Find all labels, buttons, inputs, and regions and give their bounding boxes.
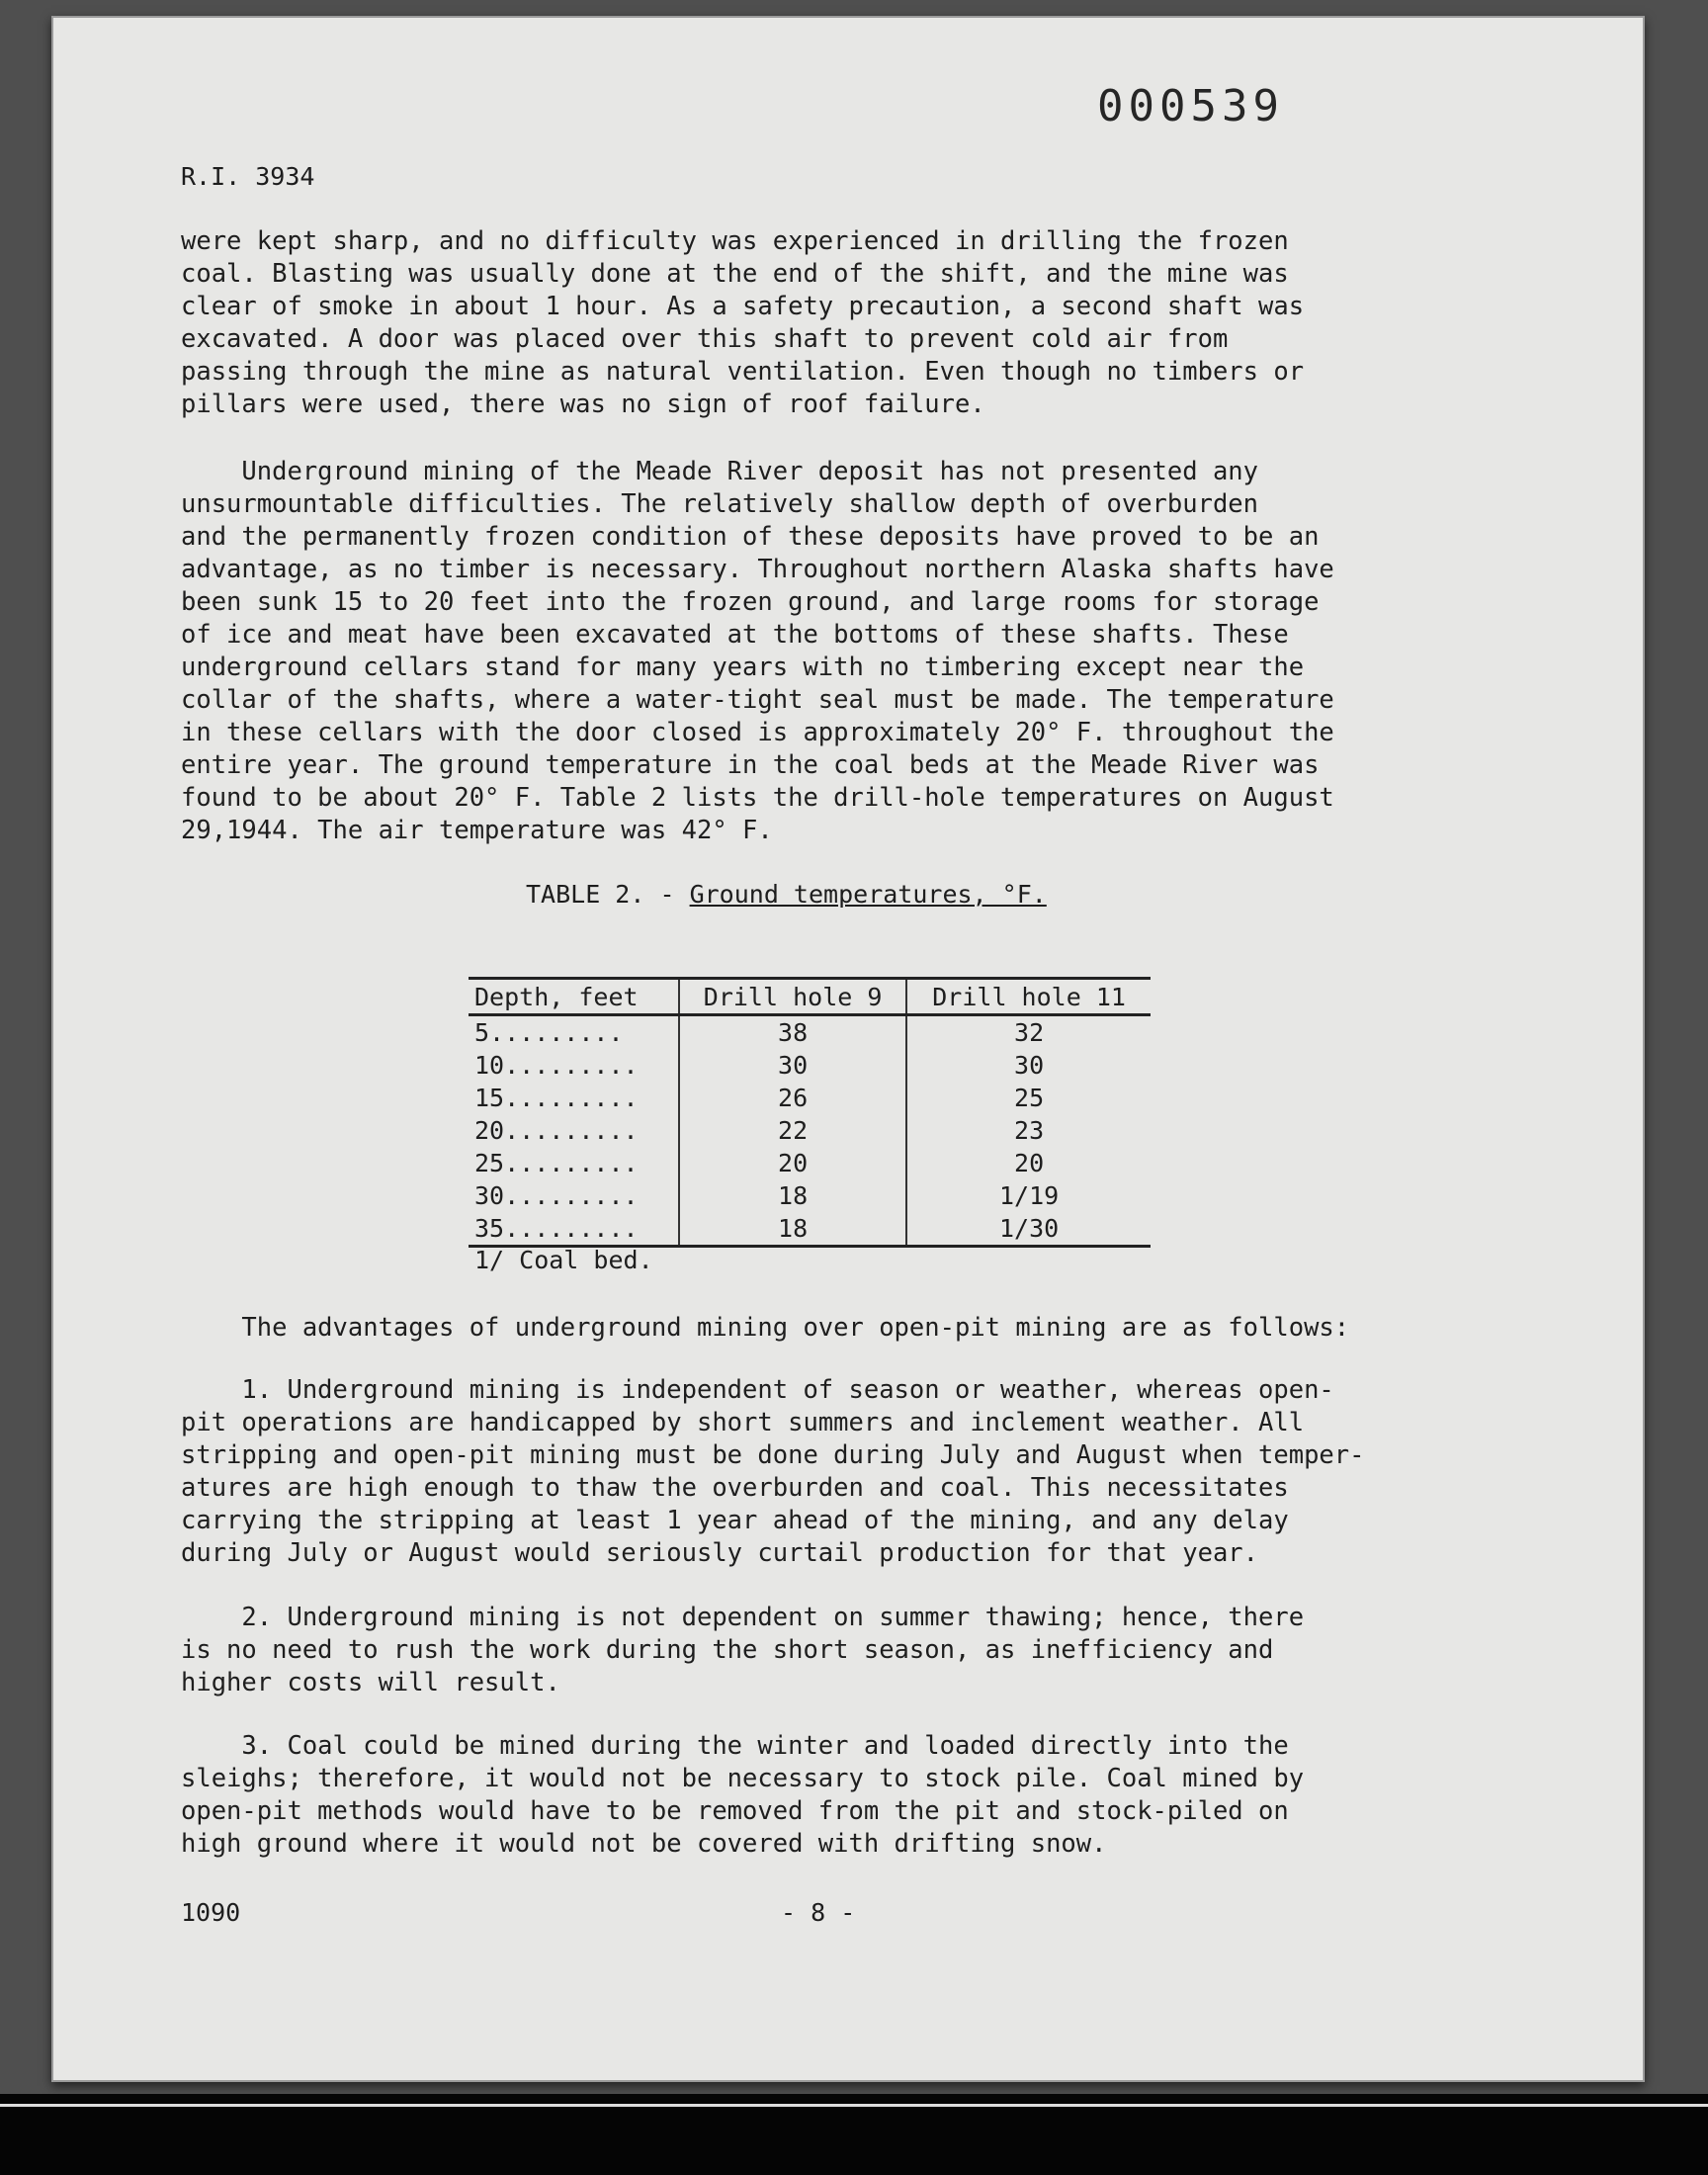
text-line: found to be about 20° F. Table 2 lists the drill-hole temperatures on August bbox=[181, 783, 1334, 813]
text-line: passing through the mine as natural ventilation. Even though no timbers or bbox=[181, 357, 1305, 387]
drill-hole-11-cell: 25 bbox=[1014, 1084, 1045, 1112]
text-line: underground cellars stand for many years with no timbering except near the bbox=[181, 652, 1305, 682]
table-title-main: Ground temperatures, °F. bbox=[689, 880, 1047, 909]
drill-hole-9-cell: 22 bbox=[679, 1114, 906, 1147]
text-line: Underground mining of the Meade River deposit has not presented any bbox=[181, 457, 1259, 486]
drill-hole-11-cell: 20 bbox=[1014, 1149, 1045, 1177]
drill-hole-11-cell: 30 bbox=[1014, 1051, 1045, 1080]
table-row bbox=[469, 1082, 1151, 1114]
text-line: The advantages of underground mining over open-pit mining are as follows: bbox=[181, 1313, 1350, 1343]
drill-hole-11-cell: 32 bbox=[1014, 1018, 1045, 1047]
text-line: collar of the shafts, where a water-tight seal must be made. The temperature bbox=[181, 685, 1334, 715]
text-line: sleighs; therefore, it would not be necessary to stock pile. Coal mined by bbox=[181, 1764, 1305, 1793]
ground-temperature-table bbox=[469, 977, 1151, 1248]
drill-hole-9-cell: 20 bbox=[679, 1147, 906, 1179]
text-line: coal. Blasting was usually done at the end of the shift, and the mine was bbox=[181, 259, 1289, 289]
drill-hole-9-cell: 30 bbox=[679, 1049, 906, 1082]
drill-hole-11-cell: 23 bbox=[1014, 1116, 1045, 1145]
text-line: were kept sharp, and no difficulty was experienced in drilling the frozen bbox=[181, 226, 1289, 256]
text-line: atures are high enough to thaw the overburden and coal. This necessitates bbox=[181, 1473, 1289, 1503]
text-line: 1. Underground mining is independent of season or weather, whereas open- bbox=[181, 1375, 1334, 1405]
scanner-edge-line bbox=[0, 2104, 1708, 2107]
paragraph-6 bbox=[181, 1730, 1456, 1861]
table-row bbox=[469, 1212, 1151, 1247]
table-title-prefix: TABLE 2. - bbox=[526, 880, 690, 909]
depth-cell: 25......... bbox=[469, 1147, 679, 1179]
text-line: of ice and meat have been excavated at the bottoms of these shafts. These bbox=[181, 620, 1289, 650]
text-line: clear of smoke in about 1 hour. As a safety precaution, a second shaft was bbox=[181, 292, 1305, 321]
text-line: 29,1944. The air temperature was 42° F. bbox=[181, 816, 773, 845]
depth-cell: 10......... bbox=[469, 1049, 679, 1082]
text-line: stripping and open-pit mining must be done during July and August when temper- bbox=[181, 1440, 1365, 1470]
text-line: unsurmountable difficulties. The relatively shallow depth of overburden bbox=[181, 489, 1259, 519]
table-footnote: 1/ Coal bed. bbox=[474, 1246, 653, 1274]
text-line: and the permanently frozen condition of these deposits have proved to be an bbox=[181, 522, 1320, 552]
text-line: during July or August would seriously curtail production for that year. bbox=[181, 1538, 1259, 1568]
text-line: is no need to rush the work during the short season, as inefficiency and bbox=[181, 1635, 1274, 1665]
text-line: excavated. A door was placed over this shaft to prevent cold air from bbox=[181, 324, 1229, 354]
text-line: 3. Coal could be mined during the winter and loaded directly into the bbox=[181, 1731, 1289, 1761]
text-line: open-pit methods would have to be removed from the pit and stock-piled on bbox=[181, 1796, 1289, 1826]
text-line: pillars were used, there was no sign of roof failure. bbox=[181, 390, 985, 419]
column-header-depth: Depth, feet bbox=[469, 979, 679, 1015]
depth-cell: 20......... bbox=[469, 1114, 679, 1147]
drill-hole-9-cell: 18 bbox=[679, 1212, 906, 1247]
table-header-row bbox=[469, 979, 1151, 1015]
text-line: carrying the stripping at least 1 year ahead of the mining, and any delay bbox=[181, 1506, 1289, 1535]
table-row bbox=[469, 1147, 1151, 1179]
drill-hole-9-cell: 18 bbox=[679, 1179, 906, 1212]
drill-hole-9-cell: 26 bbox=[679, 1082, 906, 1114]
text-line: in these cellars with the door closed is approximately 20° F. throughout the bbox=[181, 718, 1334, 747]
drill-hole-11-cell: 1/19 bbox=[998, 1181, 1060, 1210]
text-line: pit operations are handicapped by short summers and inclement weather. All bbox=[181, 1408, 1305, 1437]
depth-cell: 5......... bbox=[469, 1015, 679, 1050]
text-line: high ground where it would not be covered with drifting snow. bbox=[181, 1829, 1107, 1859]
paragraph-1 bbox=[181, 225, 1456, 421]
document-number: 000539 bbox=[1097, 81, 1284, 131]
page-number: - 8 - bbox=[781, 1898, 856, 1927]
column-header-drill-hole-9: Drill hole 9 bbox=[679, 979, 906, 1015]
text-line: higher costs will result. bbox=[181, 1668, 560, 1697]
depth-cell: 15......... bbox=[469, 1082, 679, 1114]
text-line: entire year. The ground temperature in the coal beds at the Meade River was bbox=[181, 750, 1320, 780]
table-title bbox=[526, 880, 1047, 909]
drill-hole-11-cell: 1/30 bbox=[906, 1212, 1151, 1247]
column-header-drill-hole-11: Drill hole 11 bbox=[906, 979, 1151, 1015]
paragraph-5 bbox=[181, 1602, 1456, 1699]
drill-hole-9-cell: 38 bbox=[679, 1015, 906, 1050]
depth-cell: 30......... bbox=[469, 1179, 679, 1212]
report-id: R.I. 3934 bbox=[181, 162, 315, 191]
depth-cell: 35......... bbox=[469, 1212, 679, 1247]
page-id: 1090 bbox=[181, 1898, 241, 1927]
paragraph-3 bbox=[181, 1312, 1456, 1345]
text-line: been sunk 15 to 20 feet into the frozen ground, and large rooms for storage bbox=[181, 587, 1320, 617]
text-line: 2. Underground mining is not dependent on summer thawing; hence, there bbox=[181, 1603, 1305, 1632]
paragraph-4 bbox=[181, 1374, 1456, 1570]
table-row bbox=[469, 1179, 1151, 1212]
table-row bbox=[469, 1049, 1151, 1082]
table-row bbox=[469, 1015, 1151, 1050]
paragraph-2 bbox=[181, 456, 1456, 847]
text-line: advantage, as no timber is necessary. Throughout northern Alaska shafts have bbox=[181, 555, 1334, 584]
table-row bbox=[469, 1114, 1151, 1147]
